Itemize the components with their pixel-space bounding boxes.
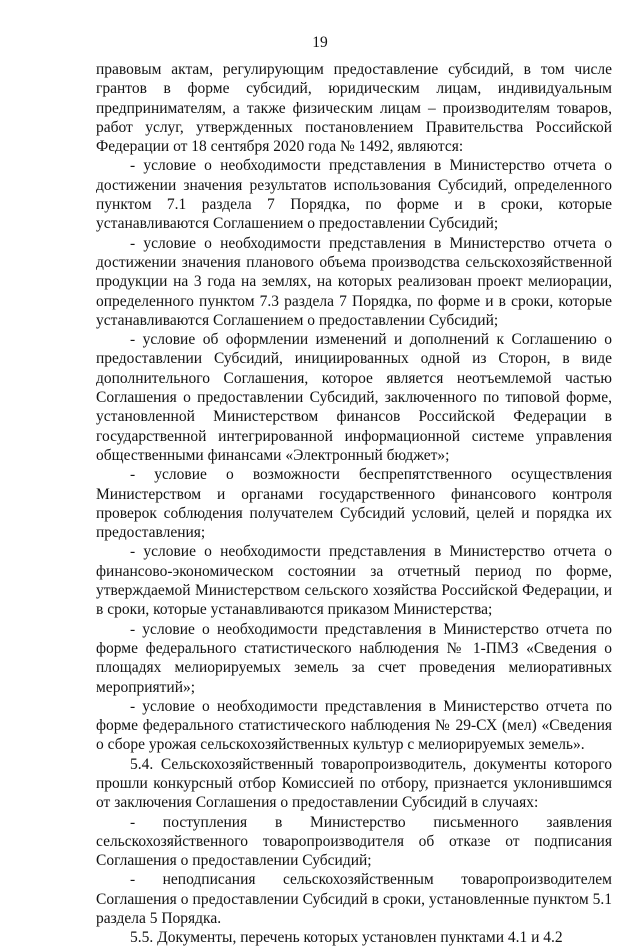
paragraph-condition-production-report: - условие о необходимости представления в Министерство отчета о достижении значения планового объема производства сельскохозяйственной продукции на 3 года на землях, на которых реализован проект мелиорации, определенного пунктом 7.3 раздела 7 Порядка, по форме и в сроки, которые устанавливаются Соглашением о предоставлении Субсидий;: [96, 234, 612, 329]
document-body: [96, 60, 612, 948]
paragraph-condition-results-report: - условие о необходимости представления в Министерство отчета о достижении значения результатов использования Субсидий, определенного пунктом 7.1 раздела 7 Порядка, по форме и в сроки, которые устанавливаются Соглашением о предоставлении Субсидий;: [96, 157, 612, 233]
paragraph-continuation: правовым актам, регулирующим предоставление субсидий, в том числе грантов в форме субсидий, юридическим лицам, индивидуальным предпринимателям, а также физическим лицам – производителям товаров, работ услуг, утвержденных постановлением Правительства Российской Федерации от 18 сентября 2020 года № 1492, являются:: [96, 61, 612, 156]
paragraph-5-5: 5.5. Документы, перечень которых установлен пунктами 4.1 и 4.2: [130, 929, 563, 947]
paragraph-condition-financial-report: - условие о необходимости представления в Министерство отчета о финансово-экономическом состоянии за отчетный период по форме, утверждаемой Министерством сельского хозяйства Российской Федерации, и в сроки, которые устанавливаются приказом Министерства;: [96, 543, 612, 619]
paragraph-non-signing-case: - неподписания сельскохозяйственным товаропроизводителем Соглашения о предоставлении Субсидий в сроки, установленные пунктом 5.1 раздела 5 Порядка.: [96, 871, 612, 928]
paragraph-condition-form-29sx: - условие о необходимости представления в Министерство отчета по форме федерального статистического наблюдения № 29-СХ (мел) «Сведения о сборе урожая сельскохозяйственных культур с мелиорируемых земель».: [96, 697, 612, 754]
paragraph-refusal-case: - поступления в Министерство письменного заявления сельскохозяйственного товаропроизводителя об отказе от подписания Соглашения о предоставлении Субсидий;: [96, 813, 612, 870]
page-number: 19: [312, 34, 328, 51]
paragraph-5-4: 5.4. Сельскохозяйственный товаропроизводитель, документы которого прошли конкурсный отбор Комиссией по отбору, признается уклонившимся от заключения Соглашения о предоставлении Субсидий в случаях:: [96, 755, 612, 812]
paragraph-condition-agreement-changes: - условие об оформлении изменений и дополнений к Соглашению о предоставлении Субсидий, инициированных одной из Сторон, в виде дополнительного Соглашения, которое является неотъемлемой частью Соглашения о предоставлении Субсидий, заключенного по типовой форме, установленной Министерством финансов Российской Федерации в государственной интегрированной информационной системе управления общественными финансами «Электронный бюджет»;: [96, 331, 612, 464]
paragraph-condition-audits: - условие о возможности беспрепятственного осуществления Министерством и органами государственного финансового контроля проверок соблюдения получателем Субсидий условий, целей и порядка их предоставления;: [96, 466, 612, 542]
paragraph-condition-form-1pmz: - условие о необходимости представления в Министерство отчета по форме федерального статистического наблюдения № 1-ПМЗ «Сведения о площадях мелиорируемых земель за счет проведения мелиоративных мероприятий»;: [96, 620, 612, 696]
